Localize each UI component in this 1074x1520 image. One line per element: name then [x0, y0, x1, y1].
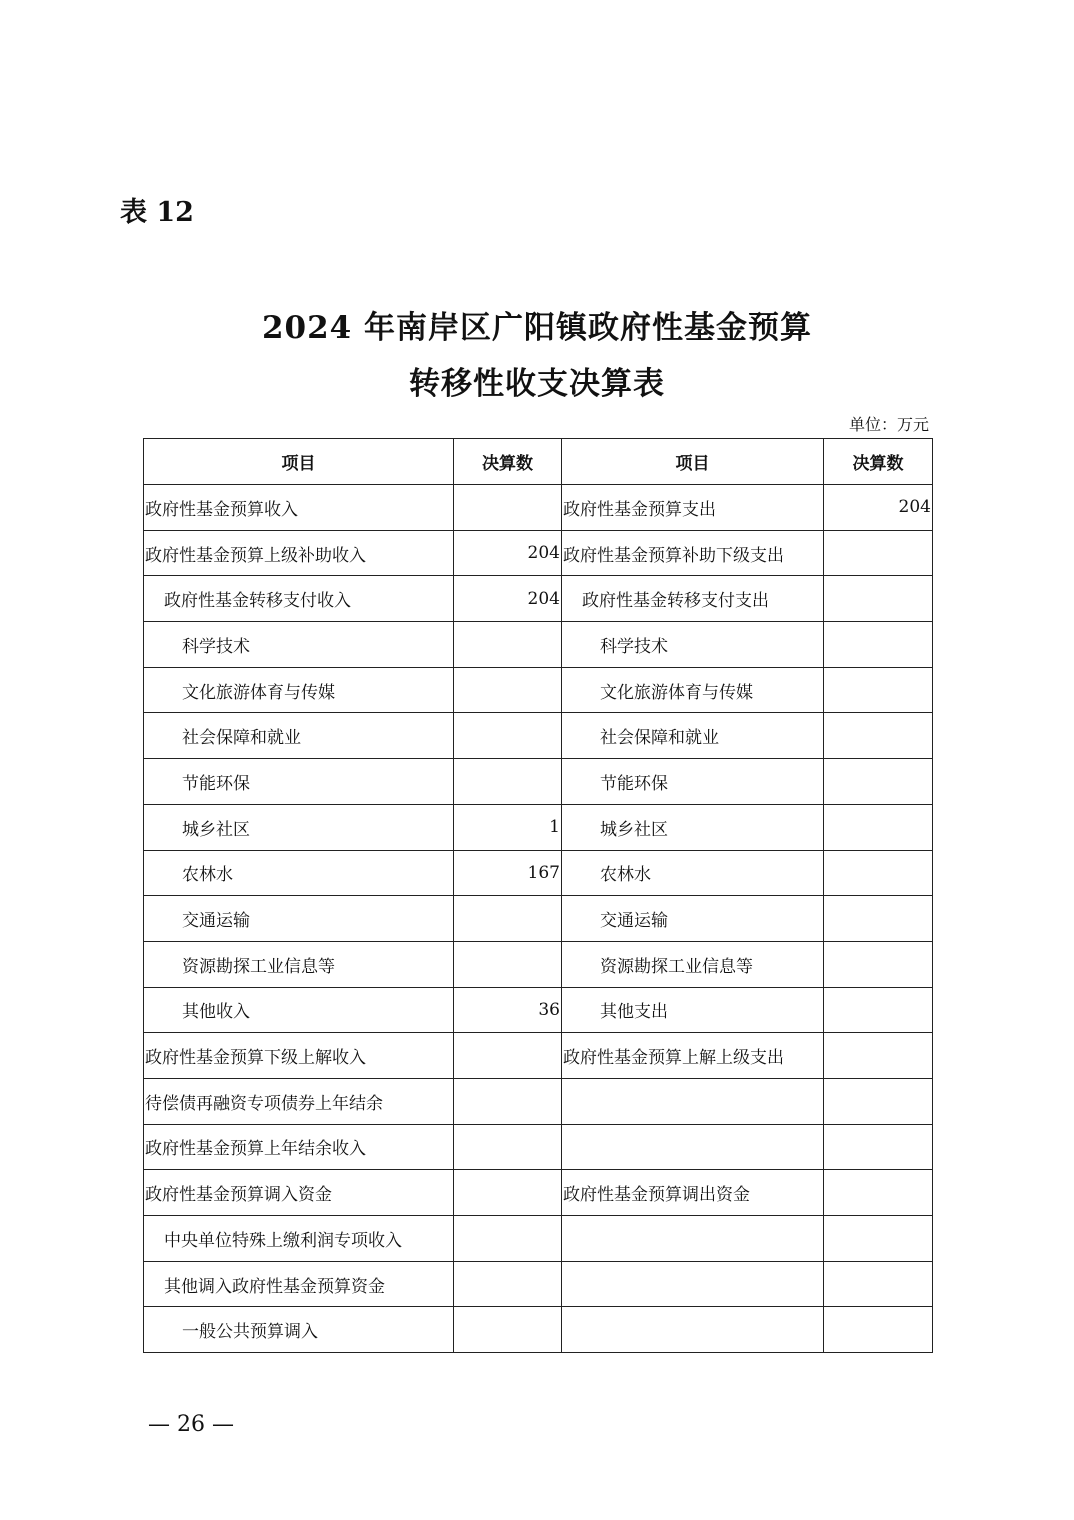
document-title-line1: 2024 年南岸区广阳镇政府性基金预算 [261, 310, 813, 346]
income-amount [454, 667, 562, 713]
income-amount [454, 1216, 562, 1262]
income-item-label: 政府性基金预算上年结余收入 [144, 1124, 454, 1170]
income-amount [454, 1124, 562, 1170]
table-row [144, 896, 933, 942]
header-amount-left: 决算数 [454, 439, 562, 485]
expense-item-label: 资源勘探工业信息等 [562, 941, 824, 987]
income-item-label: 一般公共预算调入 [144, 1307, 454, 1353]
expense-amount [824, 1124, 933, 1170]
expense-amount [824, 576, 933, 622]
table-row [144, 804, 933, 850]
income-amount [454, 896, 562, 942]
header-item-right: 项目 [562, 439, 824, 485]
table-row [144, 1307, 933, 1353]
table-row [144, 530, 933, 576]
page-number: — 26 — [148, 1412, 234, 1437]
income-item-label: 社会保障和就业 [144, 713, 454, 759]
income-item-label: 交通运输 [144, 896, 454, 942]
table-row [144, 987, 933, 1033]
expense-item-label: 交通运输 [562, 896, 824, 942]
income-item-label: 待偿债再融资专项债券上年结余 [144, 1078, 454, 1124]
header-item-left: 项目 [144, 439, 454, 485]
income-item-label: 政府性基金预算调入资金 [144, 1170, 454, 1216]
table-row [144, 1124, 933, 1170]
expense-amount [824, 1170, 933, 1216]
income-item-label: 农林水 [144, 850, 454, 896]
table-row [144, 1261, 933, 1307]
expense-item-label: 节能环保 [562, 759, 824, 805]
expense-item-label [562, 1216, 824, 1262]
table-row [144, 850, 933, 896]
expense-amount [824, 941, 933, 987]
income-amount: 204 [454, 530, 562, 576]
expense-item-label: 政府性基金预算补助下级支出 [562, 530, 824, 576]
expense-amount [824, 667, 933, 713]
table-row [144, 1216, 933, 1262]
income-item-label: 中央单位特殊上缴利润专项收入 [144, 1216, 454, 1262]
table-row [144, 1078, 933, 1124]
expense-amount [824, 1261, 933, 1307]
expense-item-label: 社会保障和就业 [562, 713, 824, 759]
expense-amount [824, 896, 933, 942]
income-item-label: 其他调入政府性基金预算资金 [144, 1261, 454, 1307]
table-number: 表 12 [120, 197, 194, 228]
table-row [144, 576, 933, 622]
unit-label: 单位：万元 [848, 415, 929, 434]
table-row [144, 1170, 933, 1216]
income-amount [454, 1033, 562, 1079]
income-item-label: 文化旅游体育与传媒 [144, 667, 454, 713]
expense-item-label: 其他支出 [562, 987, 824, 1033]
income-amount [454, 713, 562, 759]
income-amount [454, 759, 562, 805]
table-row [144, 759, 933, 805]
expense-amount [824, 622, 933, 668]
document-title-line2: 转移性收支决算表 [409, 366, 665, 402]
expense-item-label: 政府性基金预算上解上级支出 [562, 1033, 824, 1079]
income-item-label: 其他收入 [144, 987, 454, 1033]
table-row [144, 622, 933, 668]
income-amount [454, 485, 562, 531]
expense-amount [824, 1216, 933, 1262]
income-item-label: 科学技术 [144, 622, 454, 668]
income-item-label: 政府性基金预算下级上解收入 [144, 1033, 454, 1079]
expense-item-label: 政府性基金预算支出 [562, 485, 824, 531]
expense-amount [824, 987, 933, 1033]
expense-amount [824, 759, 933, 805]
expense-item-label: 政府性基金预算调出资金 [562, 1170, 824, 1216]
expense-item-label [562, 1078, 824, 1124]
income-amount [454, 941, 562, 987]
income-amount [454, 1261, 562, 1307]
income-item-label: 资源勘探工业信息等 [144, 941, 454, 987]
expense-amount [824, 713, 933, 759]
expense-item-label: 城乡社区 [562, 804, 824, 850]
income-amount: 167 [454, 850, 562, 896]
income-item-label: 节能环保 [144, 759, 454, 805]
expense-item-label [562, 1307, 824, 1353]
income-item-label: 政府性基金转移支付收入 [144, 576, 454, 622]
expense-item-label: 科学技术 [562, 622, 824, 668]
expense-item-label: 政府性基金转移支付支出 [562, 576, 824, 622]
income-amount [454, 1078, 562, 1124]
expense-item-label [562, 1124, 824, 1170]
table-row [144, 713, 933, 759]
expense-amount [824, 1307, 933, 1353]
income-amount: 36 [454, 987, 562, 1033]
expense-amount [824, 1033, 933, 1079]
header-amount-right: 决算数 [824, 439, 933, 485]
table-body [144, 485, 933, 1353]
expense-amount [824, 804, 933, 850]
expense-item-label: 文化旅游体育与传媒 [562, 667, 824, 713]
income-amount [454, 1170, 562, 1216]
expense-item-label: 农林水 [562, 850, 824, 896]
table-header-row [144, 439, 933, 485]
expense-amount: 204 [824, 485, 933, 531]
income-amount: 204 [454, 576, 562, 622]
income-amount: 1 [454, 804, 562, 850]
income-item-label: 政府性基金预算上级补助收入 [144, 530, 454, 576]
table-row [144, 941, 933, 987]
income-item-label: 政府性基金预算收入 [144, 485, 454, 531]
table-row [144, 1033, 933, 1079]
expense-amount [824, 1078, 933, 1124]
expense-amount [824, 530, 933, 576]
income-amount [454, 1307, 562, 1353]
table-row [144, 485, 933, 531]
income-amount [454, 622, 562, 668]
expense-amount [824, 850, 933, 896]
table-row [144, 667, 933, 713]
expense-item-label [562, 1261, 824, 1307]
income-item-label: 城乡社区 [144, 804, 454, 850]
budget-table [143, 438, 933, 1353]
